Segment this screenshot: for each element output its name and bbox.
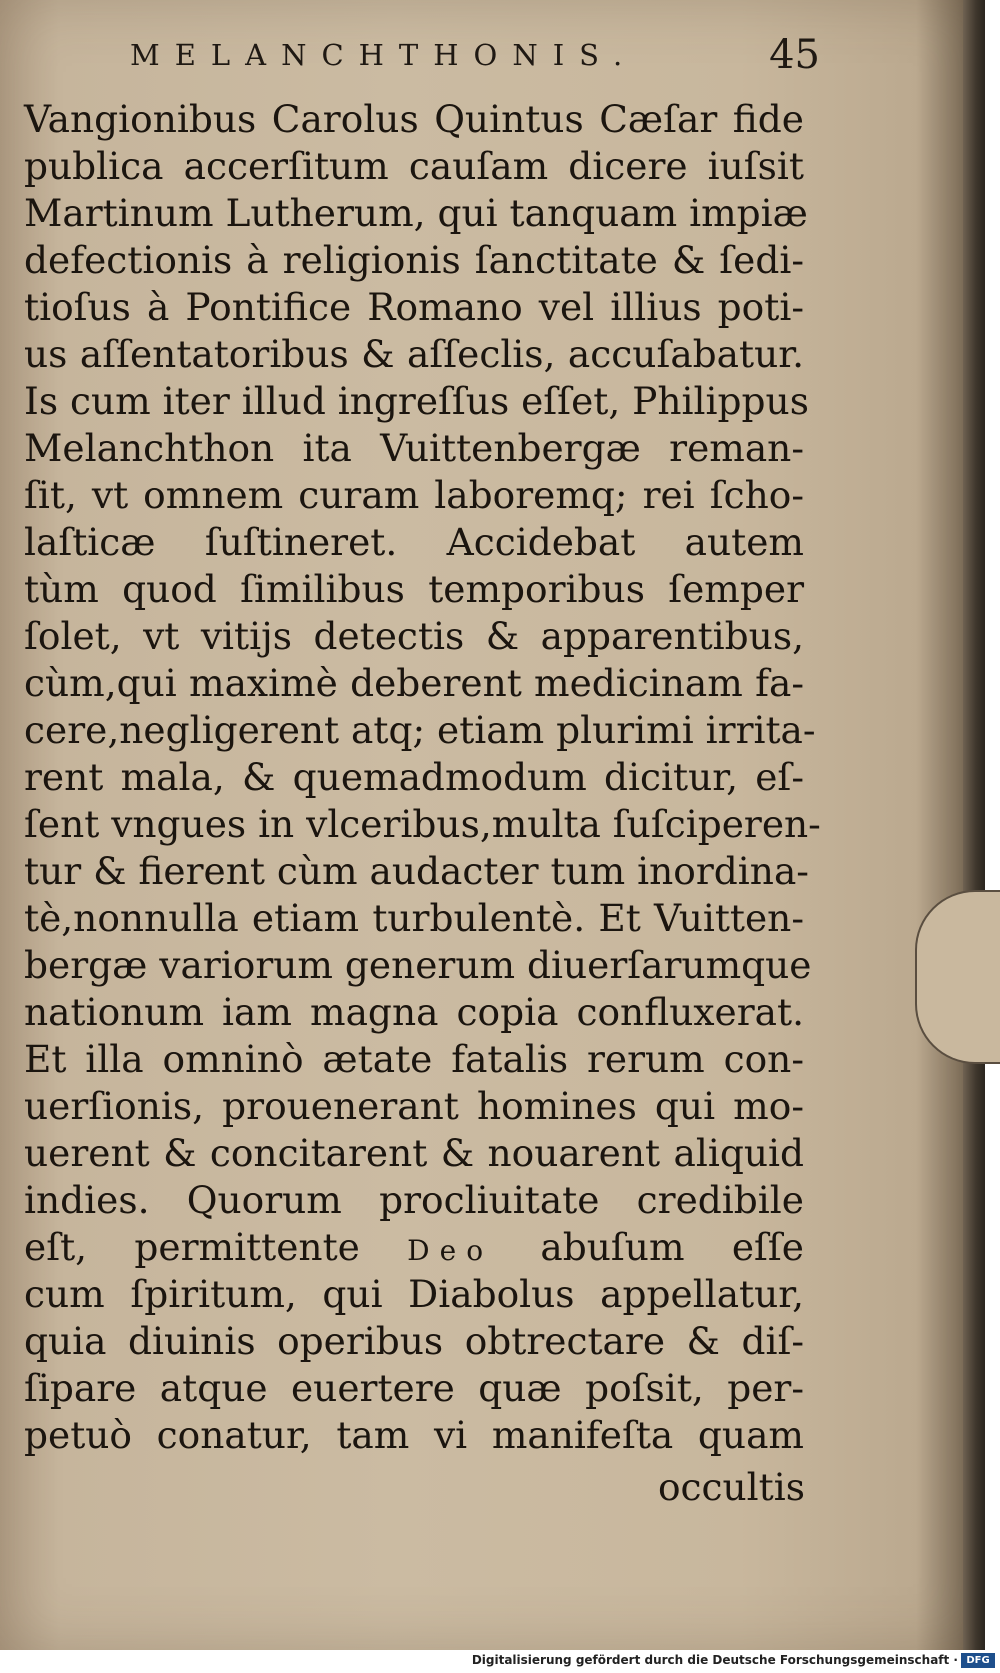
text-line: tioſus à Pontifice Romano vel illius poti- [24, 285, 804, 329]
text-line: quia diuinis operibus obtrectare & diſ- [24, 1319, 804, 1363]
page-tab-notch [915, 890, 1000, 1064]
text-line: uerſionis, prouenerant homines qui mo- [24, 1084, 804, 1128]
text-line: ſent vngues in vlceribus,multa ſuſciperen- [24, 802, 821, 846]
text-line: ſit, vt omnem curam laboremq; rei ſcho- [24, 473, 804, 517]
text-line: ſipare atque euertere quæ poſsit, per- [24, 1366, 804, 1410]
page-edge [963, 0, 985, 1650]
text-line: rent mala, & quemadmodum dicitur, eſ- [24, 755, 804, 799]
text-line: indies. Quorum procliuitate credibile [24, 1178, 804, 1222]
text-line: laſticæ ſuſtineret. Accidebat autem [24, 520, 804, 564]
text-line: us aſſentatoribus & aſſeclis, accuſabatur. [24, 332, 804, 376]
running-head: MELANCHTHONIS. [130, 38, 638, 72]
footer-bar [0, 1650, 1000, 1673]
text-line: nationum iam magna copia confluxerat. [24, 990, 804, 1034]
text-line: Martinum Lutherum, qui tanquam impiæ [24, 191, 808, 235]
text-line: defectionis à religionis ſanctitate & ſedi- [24, 238, 804, 282]
text-line: tùm quod ſimilibus temporibus ſemper [24, 567, 804, 611]
text-line-start: eſt, permittente [24, 1225, 360, 1269]
text-line: cere,negligerent atq; etiam plurimi irrita- [24, 708, 816, 752]
text-line: tè,nonnulla etiam turbulentè. Et Vuitten- [24, 896, 804, 940]
text-line-deo [24, 1224, 804, 1271]
text-line: uerent & concitarent & nouarent aliquid [24, 1131, 804, 1175]
dfg-logo: DFG [961, 1653, 995, 1668]
text-line: petuò conatur, tam vi manifeſta quam [24, 1413, 804, 1457]
text-line: cùm,qui maximè deberent medicinam fa- [24, 661, 804, 705]
text-line: Is cum iter illud ingreſſus eſſet, Philippus [24, 379, 809, 423]
page-header [130, 32, 820, 83]
text-line: tur & fierent cùm audacter tum inordina- [24, 849, 809, 893]
deo-smallcaps: Deo [407, 1234, 494, 1267]
text-line: ſolet, vt vitijs detectis & apparentibus, [24, 614, 804, 658]
text-line: Melanchthon ita Vuittenbergæ reman- [24, 426, 804, 470]
body-text [24, 96, 821, 1459]
text-line: cum ſpiritum, qui Diabolus appellatur, [24, 1272, 804, 1316]
text-line: publica accerſitum cauſam dicere iuſsit [24, 144, 804, 188]
dfg-credit: Digitalisierung gefördert durch die Deutsche Forschungsgemeinschaft · [471, 1653, 958, 1667]
page-number: 45 [769, 32, 820, 78]
text-line: Et illa omninò ætate fatalis rerum con- [24, 1037, 804, 1081]
text-line-end: abuſum eſſe [540, 1225, 804, 1269]
text-line: bergæ variorum generum diuerſarumque [24, 943, 812, 987]
catchword: occultis [657, 1465, 805, 1509]
text-line: Vangionibus Carolus Quintus Cæſar fide [24, 97, 804, 141]
